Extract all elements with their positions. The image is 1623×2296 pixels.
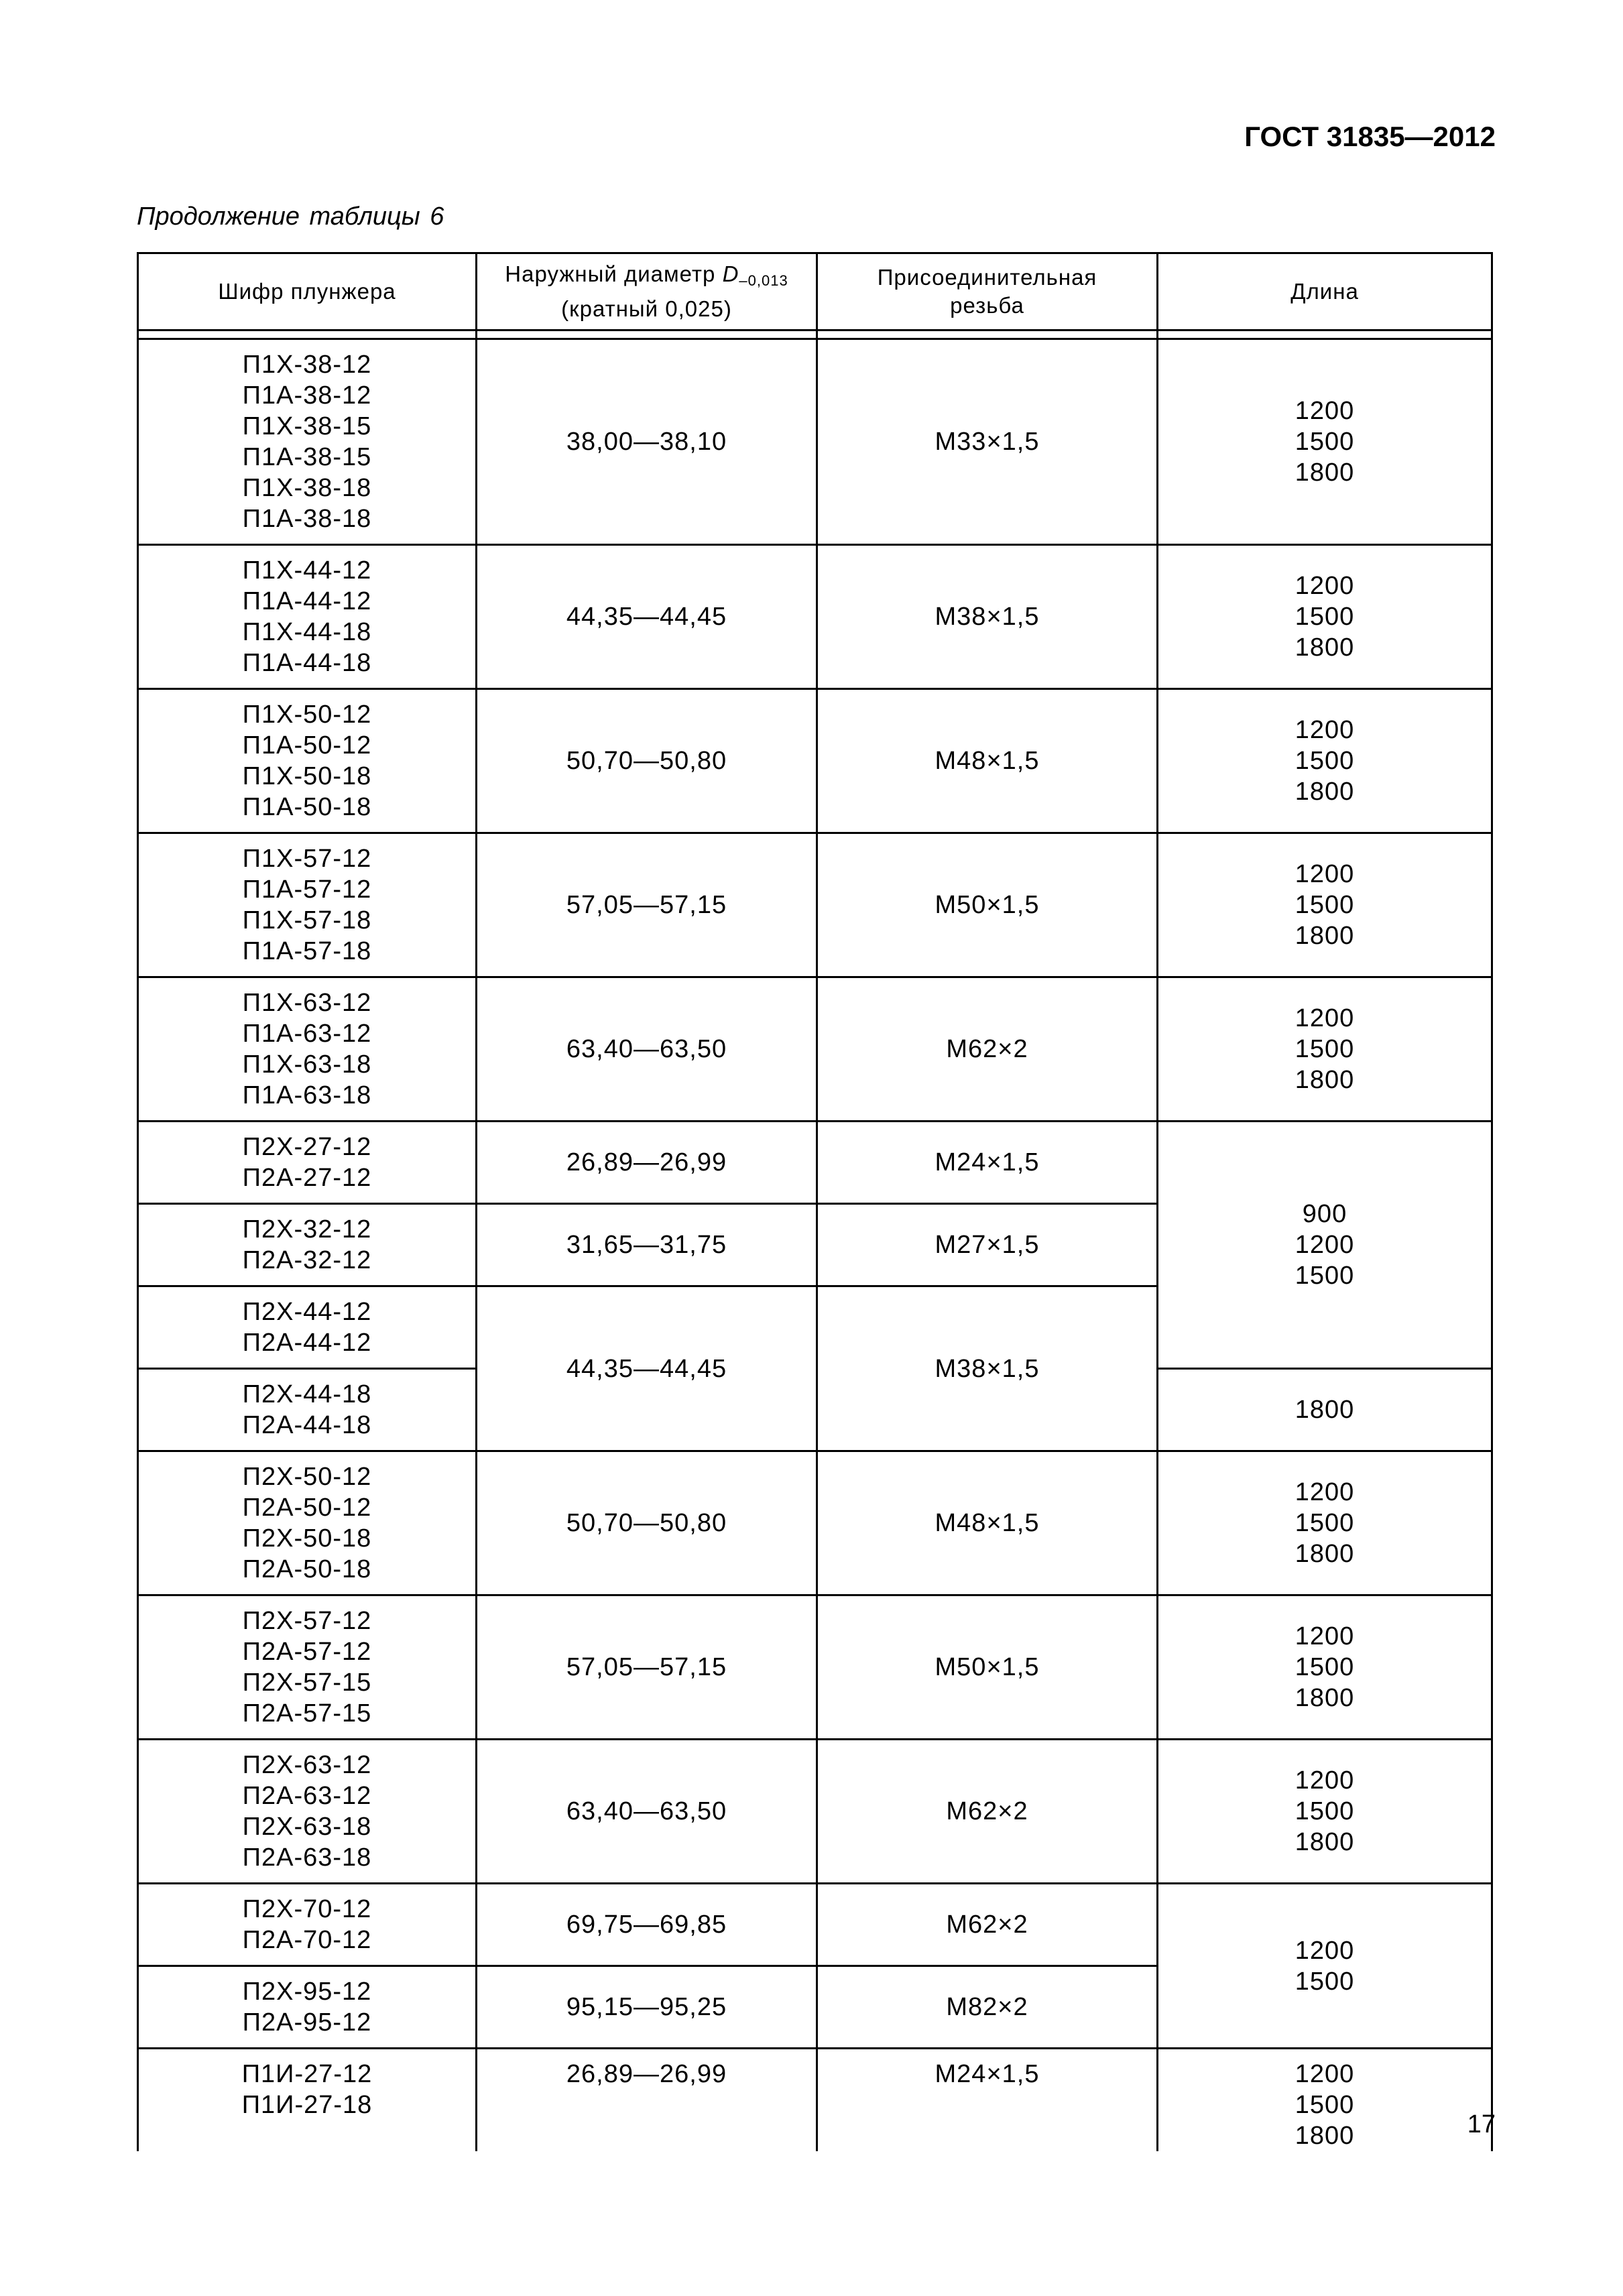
thread-cell: М24×1,5 (817, 1122, 1158, 1204)
thread-cell: М38×1,5 (817, 545, 1158, 689)
header-code: Шифр плунжера (138, 253, 477, 330)
thread-cell: М33×1,5 (817, 339, 1158, 545)
length-cell: 1200 1500 1800 (1158, 1451, 1492, 1595)
code-cell: П2Х-27-12 П2А-27-12 (138, 1122, 477, 1204)
thread-cell: М48×1,5 (817, 689, 1158, 833)
thread-cell: М27×1,5 (817, 1204, 1158, 1286)
table-row (138, 689, 1492, 833)
thread-cell-merged: М38×1,5 (817, 1286, 1158, 1451)
code-cell: П2Х-95-12 П2А-95-12 (138, 1966, 477, 2049)
header-diameter: Наружный диаметр $D_{-0,013}$ (кратный 0,025) (477, 253, 817, 330)
length-cell: 1200 1500 1800 (1158, 689, 1492, 833)
table-header-row (138, 253, 1492, 330)
code-cell: П1Х-50-12 П1А-50-12 П1Х-50-18 П1А-50-18 (138, 689, 477, 833)
thread-cell: М62×2 (817, 977, 1158, 1122)
diameter-cell: 95,15—95,25 (477, 1966, 817, 2049)
thread-cell: М62×2 (817, 1884, 1158, 1966)
table-row (138, 1595, 1492, 1740)
standard-designation: ГОСТ 31835—2012 (1244, 121, 1496, 152)
table-row (138, 2049, 1492, 2152)
code-cell: П2Х-32-12 П2А-32-12 (138, 1204, 477, 1286)
table-row (138, 977, 1492, 1122)
page-number: 17 (1467, 2110, 1496, 2138)
table-row (138, 545, 1492, 689)
table-row (138, 1884, 1492, 1966)
length-cell: 1800 (1158, 1369, 1492, 1451)
thread-cell: М48×1,5 (817, 1451, 1158, 1595)
table-row (138, 1740, 1492, 1884)
code-cell: П1Х-38-12 П1А-38-12 П1Х-38-15 П1А-38-15 П1Х-38-18 П1А-38-18 (138, 339, 477, 545)
thread-cell: М50×1,5 (817, 1595, 1158, 1740)
length-cell: 1200 1500 1800 (1158, 1595, 1492, 1740)
length-cell: 1200 1500 1800 (1158, 2049, 1492, 2152)
table-row (138, 1122, 1492, 1204)
diameter-cell: 50,70—50,80 (477, 1451, 817, 1595)
header-length: Длина (1158, 253, 1492, 330)
diameter-cell: 57,05—57,15 (477, 1595, 817, 1740)
diameter-cell: 57,05—57,15 (477, 833, 817, 977)
length-cell-merged: 900 1200 1500 (1158, 1122, 1492, 1369)
diameter-cell: 63,40—63,50 (477, 1740, 817, 1884)
thread-cell: М24×1,5 (817, 2049, 1158, 2152)
code-cell: П1Х-57-12 П1А-57-12 П1Х-57-18 П1А-57-18 (138, 833, 477, 977)
code-cell: П1Х-44-12 П1А-44-12 П1Х-44-18 П1А-44-18 (138, 545, 477, 689)
code-cell: П1Х-63-12 П1А-63-12 П1Х-63-18 П1А-63-18 (138, 977, 477, 1122)
length-cell: 1200 1500 1800 (1158, 1740, 1492, 1884)
header-separator (138, 330, 1492, 339)
length-cell: 1200 1500 1800 (1158, 977, 1492, 1122)
code-cell: П2Х-50-12 П2А-50-12 П2Х-50-18 П2А-50-18 (138, 1451, 477, 1595)
code-cell: П2Х-44-12 П2А-44-12 (138, 1286, 477, 1369)
thread-cell: М62×2 (817, 1740, 1158, 1884)
table-row (138, 833, 1492, 977)
plunger-table (137, 252, 1493, 2151)
diameter-cell: 63,40—63,50 (477, 977, 817, 1122)
length-cell: 1200 1500 1800 (1158, 833, 1492, 977)
diameter-cell-merged: 44,35—44,45 (477, 1286, 817, 1451)
length-cell: 1200 1500 1800 (1158, 339, 1492, 545)
header-thread: Присоединительная резьба (817, 253, 1158, 330)
table-caption: Продолжение таблицы 6 (137, 202, 444, 231)
thread-cell: М82×2 (817, 1966, 1158, 2049)
length-cell-merged: 1200 1500 (1158, 1884, 1492, 2049)
code-cell: П2Х-63-12 П2А-63-12 П2Х-63-18 П2А-63-18 (138, 1740, 477, 1884)
table-row (138, 339, 1492, 545)
code-cell: П2Х-57-12 П2А-57-12 П2Х-57-15 П2А-57-15 (138, 1595, 477, 1740)
diameter-cell: 38,00—38,10 (477, 339, 817, 545)
thread-cell: М50×1,5 (817, 833, 1158, 977)
diameter-cell: 31,65—31,75 (477, 1204, 817, 1286)
length-cell: 1200 1500 1800 (1158, 545, 1492, 689)
diameter-cell: 50,70—50,80 (477, 689, 817, 833)
diameter-cell: 26,89—26,99 (477, 2049, 817, 2152)
diameter-cell: 26,89—26,99 (477, 1122, 817, 1204)
code-cell: П1И-27-12 П1И-27-18 (138, 2049, 477, 2152)
code-cell: П2Х-44-18 П2А-44-18 (138, 1369, 477, 1451)
diameter-cell: 44,35—44,45 (477, 545, 817, 689)
code-cell: П2Х-70-12 П2А-70-12 (138, 1884, 477, 1966)
diameter-cell: 69,75—69,85 (477, 1884, 817, 1966)
table-row (138, 1451, 1492, 1595)
